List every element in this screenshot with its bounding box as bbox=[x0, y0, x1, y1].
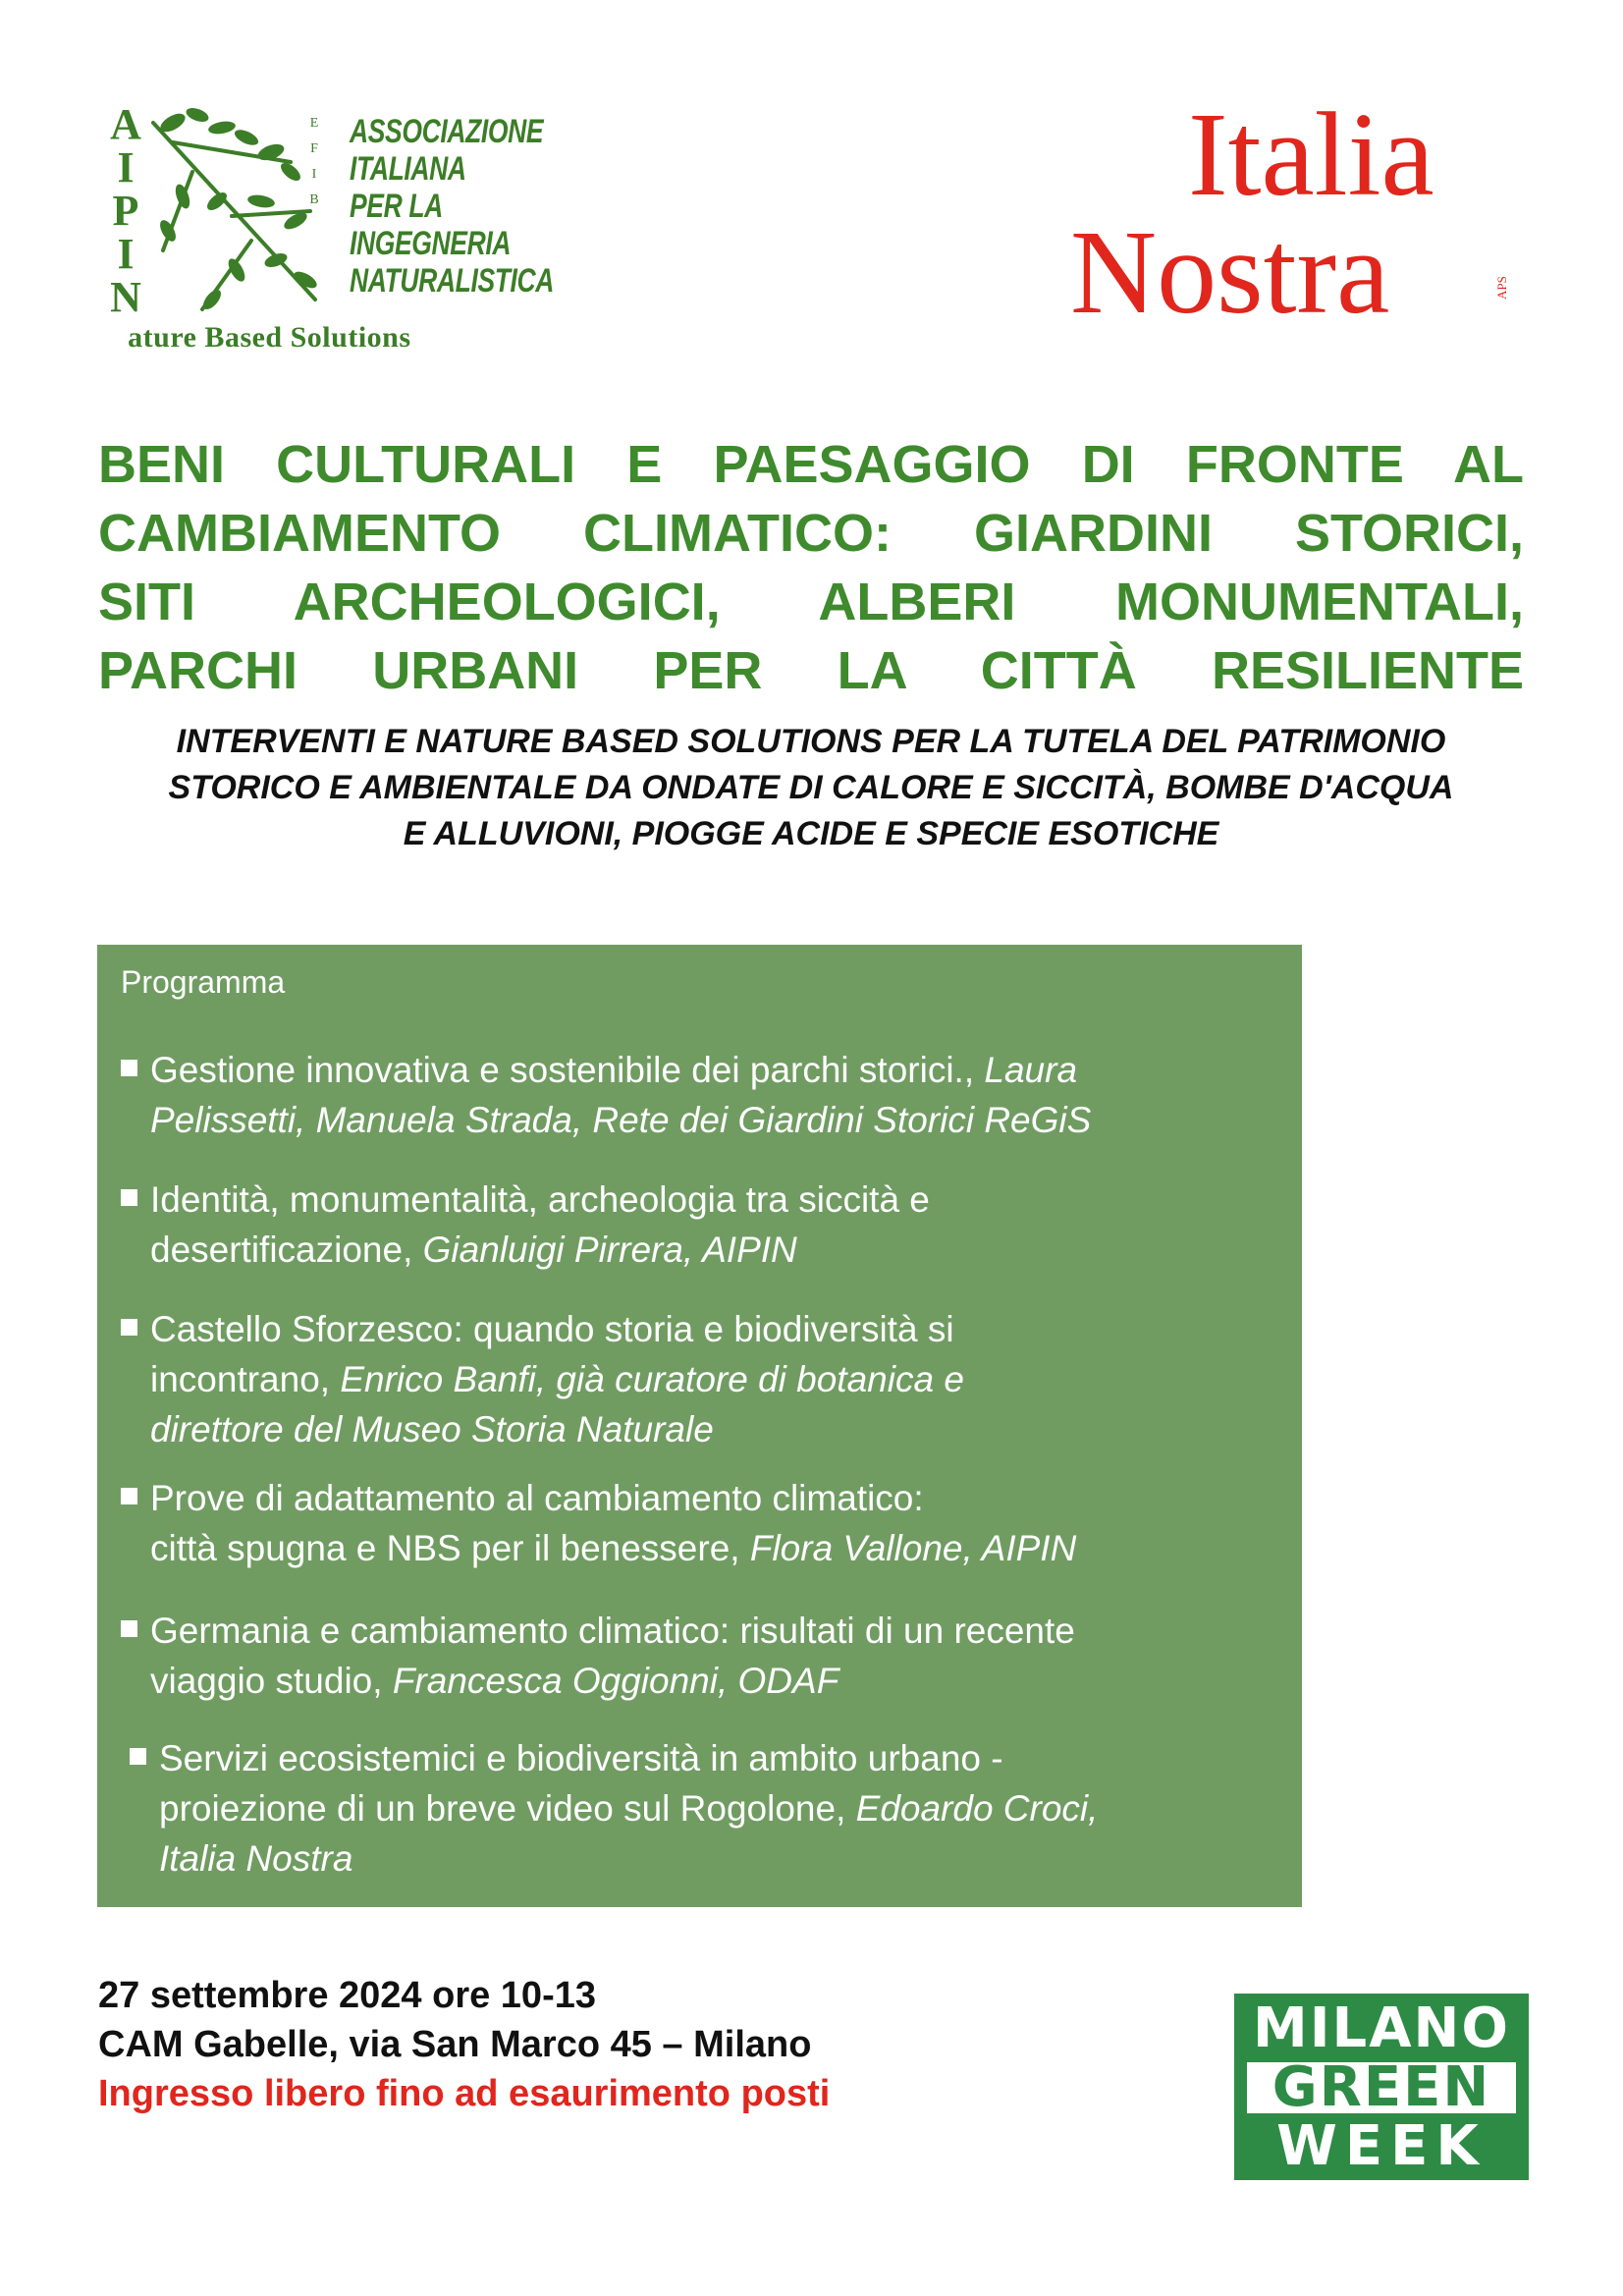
subtitle bbox=[94, 719, 1528, 857]
square-bullet-icon bbox=[121, 1488, 137, 1504]
item-speaker: Laura bbox=[984, 1050, 1078, 1090]
title-line: BENI CULTURALI E PAESAGGIO DI FRONTE AL bbox=[98, 435, 1524, 494]
item-speaker: direttore del Museo Storia Naturale bbox=[150, 1409, 714, 1449]
square-bullet-icon bbox=[130, 1748, 146, 1765]
aipin-logo bbox=[106, 100, 558, 360]
org-line: INGEGNERIA bbox=[350, 225, 512, 262]
aipin-tagline bbox=[106, 321, 411, 355]
item-text: Gestione innovativa e sostenibile dei parchi storici., bbox=[150, 1050, 985, 1090]
event-info bbox=[98, 1971, 830, 2118]
subtitle-line: STORICO E AMBIENTALE DA ONDATE DI CALORE E SICCITÀ, BOMBE D'ACQUA bbox=[168, 769, 1454, 806]
subtitle-line: E ALLUVIONI, PIOGGE ACIDE E SPECIE ESOTICHE bbox=[403, 815, 1219, 852]
square-bullet-icon bbox=[121, 1319, 137, 1336]
org-line: ITALIANA bbox=[350, 150, 466, 188]
item-text: Germania e cambiamento climatico: risultati di un recente bbox=[150, 1611, 1075, 1651]
item-text: Prove di adattamento al cambiamento climatico: bbox=[150, 1478, 924, 1518]
title-line: CAMBIAMENTO CLIMATICO: GIARDINI STORICI, bbox=[98, 504, 1524, 563]
item-speaker: Flora Vallone, AIPIN bbox=[749, 1528, 1077, 1568]
square-bullet-icon bbox=[121, 1620, 137, 1637]
aipin-letter: P bbox=[112, 187, 139, 235]
org-line: ASSOCIAZIONE bbox=[350, 113, 544, 150]
square-bullet-icon bbox=[121, 1189, 137, 1206]
square-bullet-icon bbox=[121, 1060, 137, 1076]
italia-nostra-line1: Italia bbox=[1188, 88, 1434, 221]
title-line: PARCHI URBANI PER LA CITTÀ RESILIENTE bbox=[98, 641, 1524, 700]
event-date: 27 settembre 2024 ore 10-13 bbox=[98, 1975, 596, 2016]
efib-letter: I bbox=[311, 167, 317, 182]
mgw-word-week: WEEK bbox=[1276, 2114, 1487, 2178]
program-box bbox=[97, 945, 1302, 1907]
item-text: incontrano, bbox=[150, 1359, 341, 1399]
title-line: SITI ARCHEOLOGICI, ALBERI MONUMENTALI, bbox=[98, 573, 1524, 631]
item-speaker: Pelissetti, Manuela Strada, Rete dei Giardini Storici ReGiS bbox=[150, 1100, 1092, 1140]
org-line: PER LA bbox=[350, 188, 443, 225]
subtitle-line: INTERVENTI E NATURE BASED SOLUTIONS PER LA TUTELA DEL PATRIMONIO bbox=[176, 723, 1446, 760]
aipin-letter: I bbox=[117, 143, 135, 191]
aipin-letter: N bbox=[110, 273, 141, 321]
efib-letter: F bbox=[310, 141, 318, 156]
aipin-letter: I bbox=[117, 230, 135, 278]
mgw-word-milano: MILANO bbox=[1252, 1996, 1511, 2060]
item-speaker: Italia Nostra bbox=[159, 1838, 353, 1879]
efib-letters bbox=[305, 111, 323, 213]
item-speaker: Gianluigi Pirrera, AIPIN bbox=[422, 1230, 797, 1270]
efib-letter: E bbox=[309, 116, 319, 131]
event-entry-note: Ingresso libero fino ad esaurimento posti bbox=[98, 2073, 831, 2114]
item-text: proiezione di un breve video sul Rogolone, bbox=[159, 1788, 856, 1829]
tree-branch-icon bbox=[143, 103, 330, 319]
italia-nostra-line2: Nostra bbox=[1070, 206, 1390, 339]
event-place: CAM Gabelle, via San Marco 45 – Milano bbox=[98, 2024, 812, 2065]
item-speaker: Enrico Banfi, già curatore di botanica e bbox=[340, 1359, 964, 1399]
milano-green-week-logo bbox=[1234, 1994, 1529, 2180]
program-heading: Programma bbox=[121, 964, 286, 1000]
italia-nostra-logo bbox=[1070, 88, 1532, 358]
item-text: città spugna e NBS per il benessere, bbox=[150, 1528, 750, 1568]
tagline-text: ature Based Solutions bbox=[128, 321, 411, 354]
item-text: viaggio studio, bbox=[150, 1661, 393, 1701]
item-text: Identità, monumentalità, archeologia tra siccità e bbox=[150, 1179, 930, 1220]
item-speaker: Edoardo Croci, bbox=[855, 1788, 1099, 1829]
item-text: desertificazione, bbox=[150, 1230, 423, 1270]
item-text: Servizi ecosistemici e biodiversità in ambito urbano - bbox=[159, 1738, 1003, 1778]
efib-letter: B bbox=[309, 192, 319, 207]
aipin-letter: A bbox=[110, 100, 141, 148]
item-text: Castello Sforzesco: quando storia e biodiversità si bbox=[150, 1309, 954, 1349]
mgw-word-green: GREEN bbox=[1271, 2055, 1491, 2119]
italia-nostra-aps: APS bbox=[1494, 276, 1509, 300]
item-speaker: Francesca Oggionni, ODAF bbox=[392, 1661, 839, 1701]
org-line: NATURALISTICA bbox=[350, 262, 555, 300]
main-title bbox=[98, 430, 1524, 705]
aipin-org-name bbox=[350, 113, 554, 300]
